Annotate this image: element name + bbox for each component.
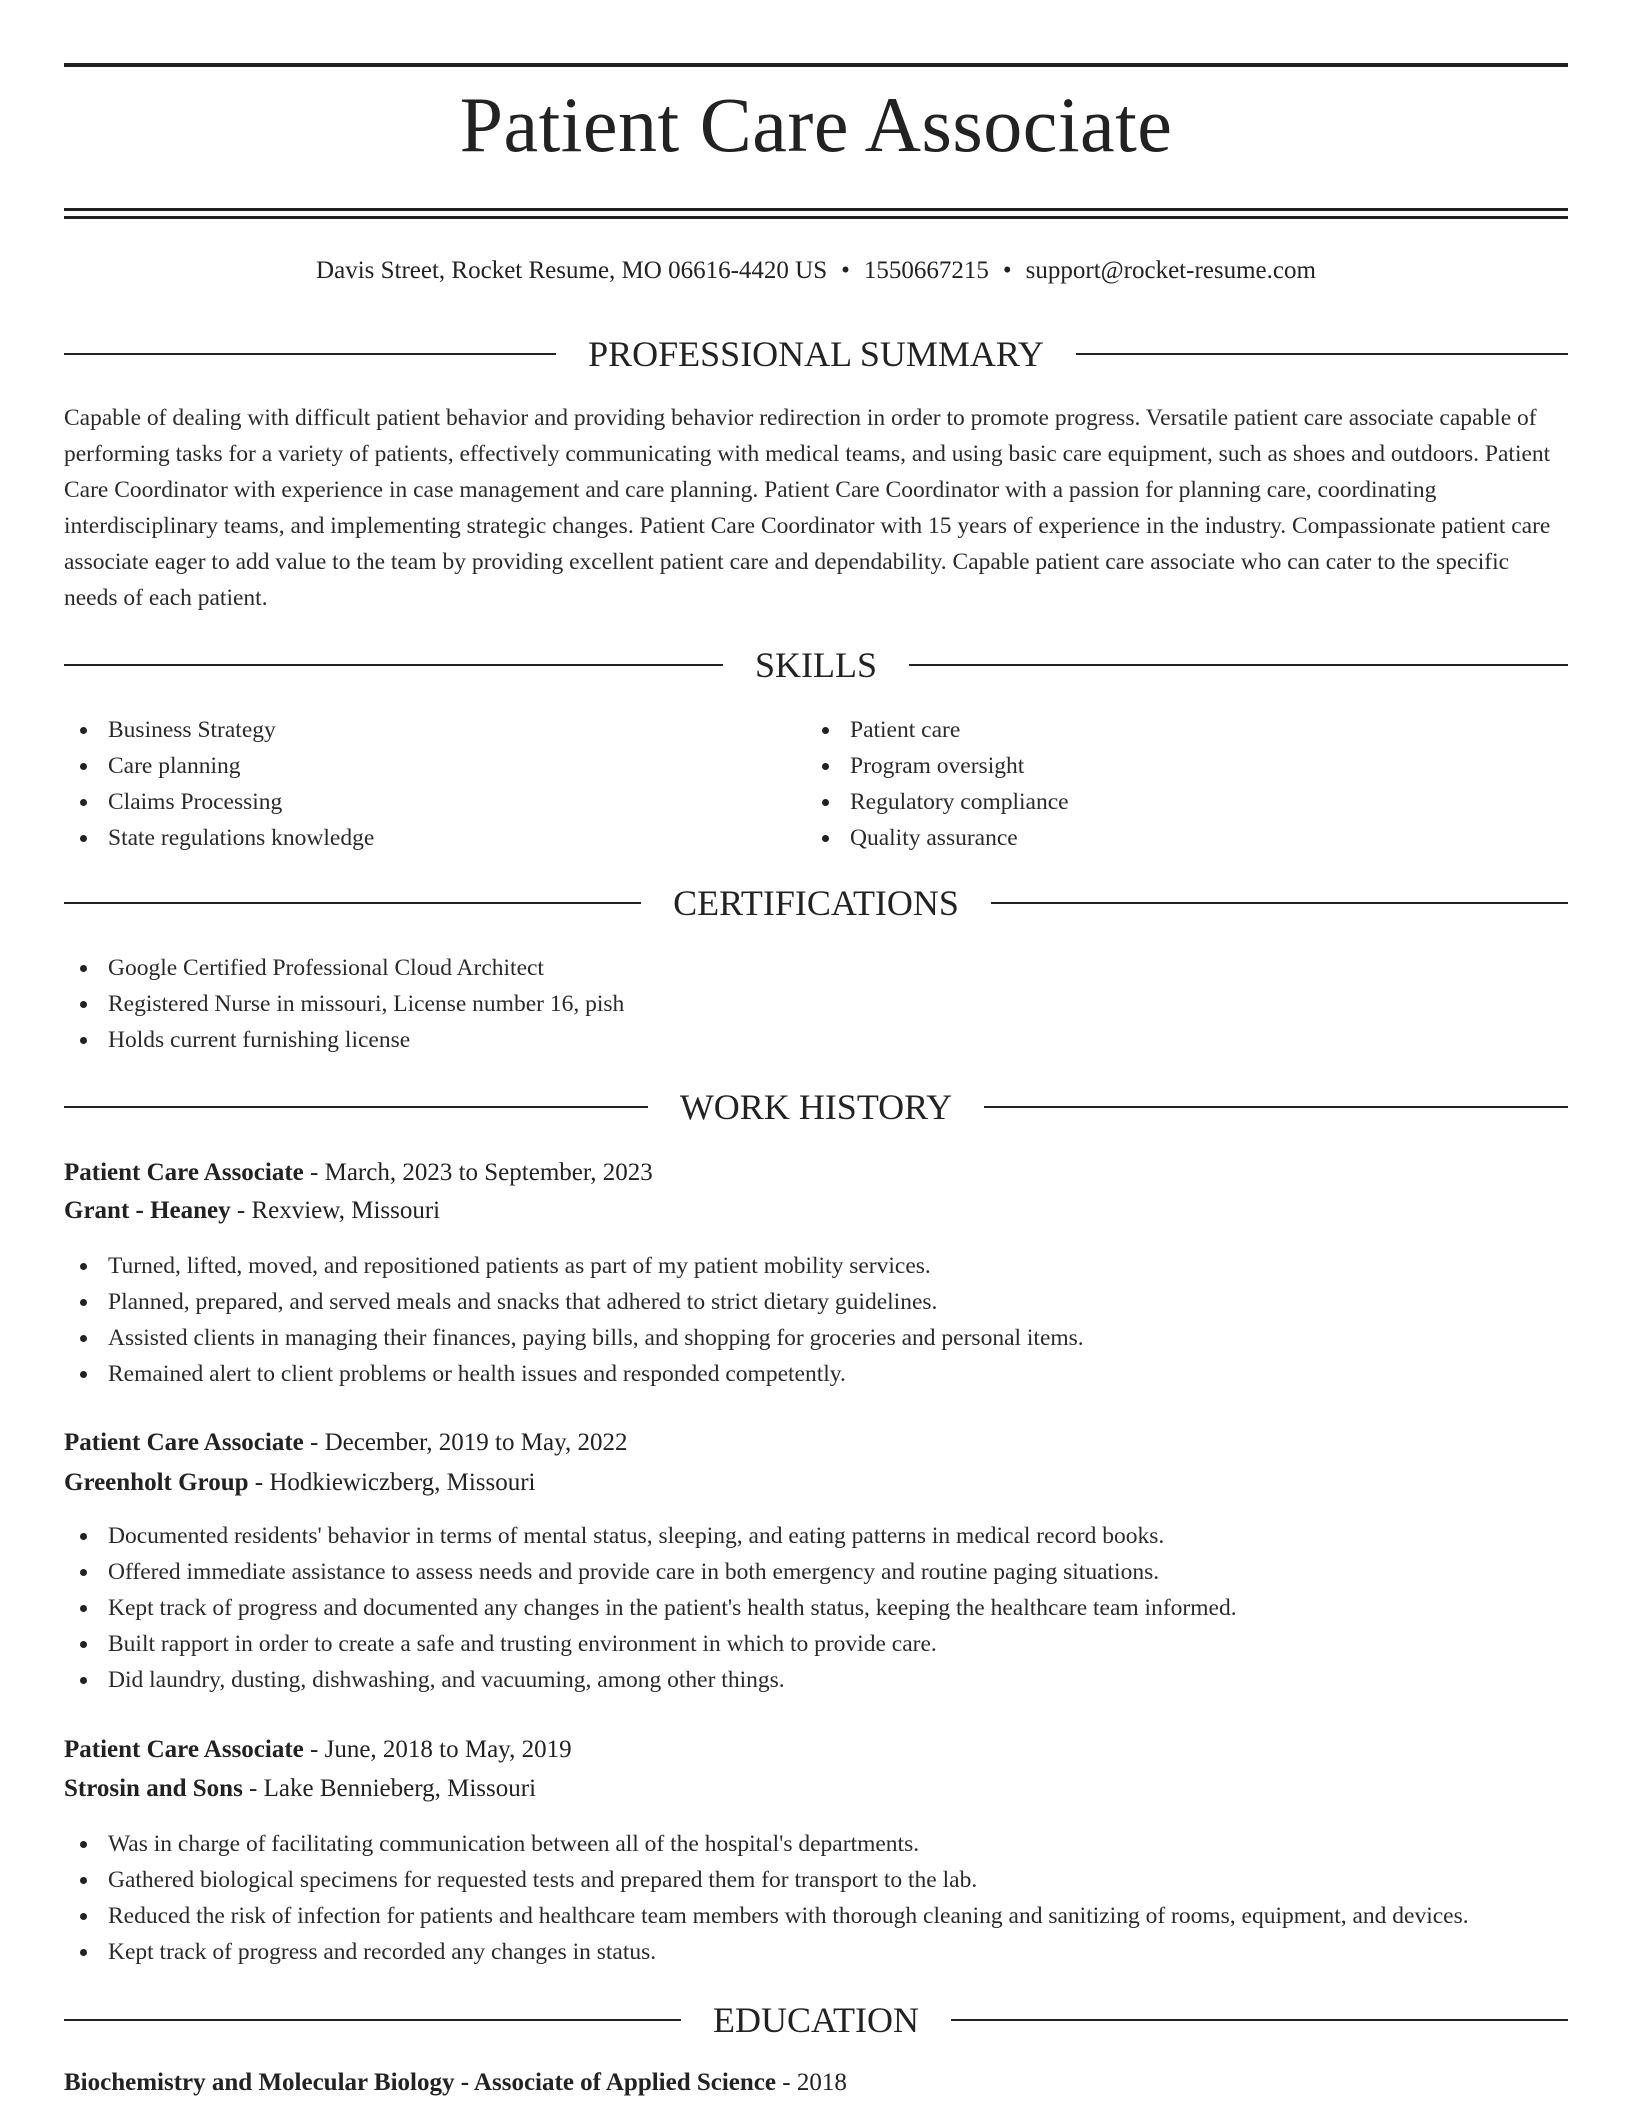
job-title-line — [64, 1427, 627, 1459]
skills-list-left — [64, 712, 374, 856]
heading-rule — [1076, 353, 1568, 355]
job-company: Grant - Heaney — [64, 1197, 231, 1224]
heading-rule — [64, 2019, 681, 2021]
skill-item: Business Strategy — [64, 712, 374, 748]
job-bullets — [64, 1826, 1469, 1970]
heading-rule — [64, 664, 723, 666]
job-company-line — [64, 1773, 536, 1805]
section-heading-work — [64, 1085, 1568, 1129]
job-bullet: Assisted clients in managing their finances, paying bills, and shopping for groceries and personal items. — [64, 1320, 1084, 1356]
section-title: CERTIFICATIONS — [673, 883, 959, 923]
contact-phone: 1550667215 — [863, 257, 989, 284]
contact-separator: • — [841, 257, 850, 284]
job-bullet: Reduced the risk of infection for patients and healthcare team members with thorough cleaning and sanitizing of rooms, equipment, and devices. — [64, 1898, 1469, 1934]
certification-item: Holds current furnishing license — [64, 1022, 624, 1058]
section-title: WORK HISTORY — [679, 1087, 953, 1127]
heading-rule — [64, 1106, 648, 1108]
job-dates: - June, 2018 to May, 2019 — [303, 1736, 572, 1763]
section-title: SKILLS — [755, 645, 878, 685]
job-title: Patient Care Associate — [64, 1429, 304, 1456]
contact-separator: • — [1002, 257, 1012, 284]
skill-item: State regulations knowledge — [64, 820, 374, 856]
section-heading-certifications — [64, 881, 1568, 925]
job-title-line — [64, 1734, 572, 1766]
job-location: - Rexview, Missouri — [230, 1197, 441, 1224]
section-title: PROFESSIONAL SUMMARY — [588, 334, 1044, 374]
heading-rule — [951, 2019, 1568, 2021]
header-bottom-rule — [64, 208, 1568, 211]
job-company: Greenholt Group — [64, 1469, 249, 1496]
job-dates: - March, 2023 to September, 2023 — [303, 1159, 653, 1186]
job-bullet: Did laundry, dusting, dishwashing, and vacuuming, among other things. — [64, 1662, 1237, 1698]
job-dates: - December, 2019 to May, 2022 — [303, 1429, 628, 1456]
education-year: - 2018 — [776, 2069, 847, 2096]
certifications-list — [64, 950, 624, 1058]
skills-list-right — [806, 712, 1069, 856]
job-bullet: Was in charge of facilitating communication between all of the hospital's departments. — [64, 1826, 1469, 1862]
job-bullet: Kept track of progress and recorded any changes in status. — [64, 1934, 1469, 1970]
section-title: EDUCATION — [713, 2000, 919, 2040]
job-bullet: Turned, lifted, moved, and repositioned patients as part of my patient mobility services. — [64, 1248, 1084, 1284]
skill-item: Patient care — [806, 712, 1069, 748]
section-heading-skills — [64, 643, 1568, 687]
contact-email: support@rocket-resume.com — [1025, 257, 1316, 284]
job-location: - Lake Bennieberg, Missouri — [242, 1775, 537, 1802]
certification-item: Registered Nurse in missouri, License number 16, pish — [64, 986, 624, 1022]
header-bottom-rule-2 — [64, 216, 1568, 219]
job-bullet: Planned, prepared, and served meals and snacks that adhered to strict dietary guidelines. — [64, 1284, 1084, 1320]
heading-rule — [991, 902, 1568, 904]
skill-item: Regulatory compliance — [806, 784, 1069, 820]
heading-rule — [64, 353, 556, 355]
header-top-rule — [64, 63, 1568, 67]
job-title: Patient Care Associate — [64, 1159, 304, 1186]
section-heading-summary — [64, 332, 1568, 376]
job-bullet: Kept track of progress and documented any changes in the patient's health status, keeping the healthcare team informed. — [64, 1590, 1237, 1626]
job-company: Strosin and Sons — [64, 1775, 243, 1802]
job-bullets — [64, 1518, 1237, 1698]
contact-address: Davis Street, Rocket Resume, MO 06616-4420 US — [316, 257, 828, 284]
education-degree: Biochemistry and Molecular Biology - Associate of Applied Science — [64, 2069, 776, 2096]
job-bullet: Offered immediate assistance to assess needs and provide care in both emergency and routine paging situations. — [64, 1554, 1237, 1590]
job-bullet: Documented residents' behavior in terms of mental status, sleeping, and eating patterns in medical record books. — [64, 1518, 1237, 1554]
summary-text: Capable of dealing with difficult patient behavior and providing behavior redirection in order to promote progress. Versatile patient care associate capable of performing tasks for a variety of patients, effectively communicating with medical teams, and using basic care equipment, such as shoes and outdoors. Patient Care Coordinator with experience in case management and care planning. Patient Care Coordinator with a passion for planning care, coordinating interdisciplinary teams, and implementing strategic changes. Patient Care Coordinator with 15 years of experience in the industry. Compassionate patient care associate eager to add value to the team by providing excellent patient care and dependability. Capable patient care associate who can cater to the specific needs of each patient. — [64, 405, 1551, 611]
job-bullet: Gathered biological specimens for requested tests and prepared them for transport to the lab. — [64, 1862, 1469, 1898]
heading-rule — [909, 664, 1568, 666]
job-bullet: Built rapport in order to create a safe and trusting environment in which to provide care. — [64, 1626, 1237, 1662]
heading-rule — [64, 902, 641, 904]
heading-rule — [984, 1106, 1568, 1108]
skill-item: Program oversight — [806, 748, 1069, 784]
job-company-line — [64, 1195, 440, 1227]
resume-name: Patient Care Associate — [459, 81, 1173, 168]
certification-item: Google Certified Professional Cloud Architect — [64, 950, 624, 986]
education-line — [64, 2067, 847, 2099]
job-title: Patient Care Associate — [64, 1736, 304, 1763]
section-heading-education — [64, 1998, 1568, 2042]
skill-item: Quality assurance — [806, 820, 1069, 856]
contact-line — [64, 256, 1568, 286]
job-bullet: Remained alert to client problems or health issues and responded competently. — [64, 1356, 1084, 1392]
job-title-line — [64, 1157, 653, 1189]
job-location: - Hodkiewiczberg, Missouri — [248, 1469, 536, 1496]
skill-item: Care planning — [64, 748, 374, 784]
skill-item: Claims Processing — [64, 784, 374, 820]
job-bullets — [64, 1248, 1084, 1392]
job-company-line — [64, 1467, 536, 1499]
